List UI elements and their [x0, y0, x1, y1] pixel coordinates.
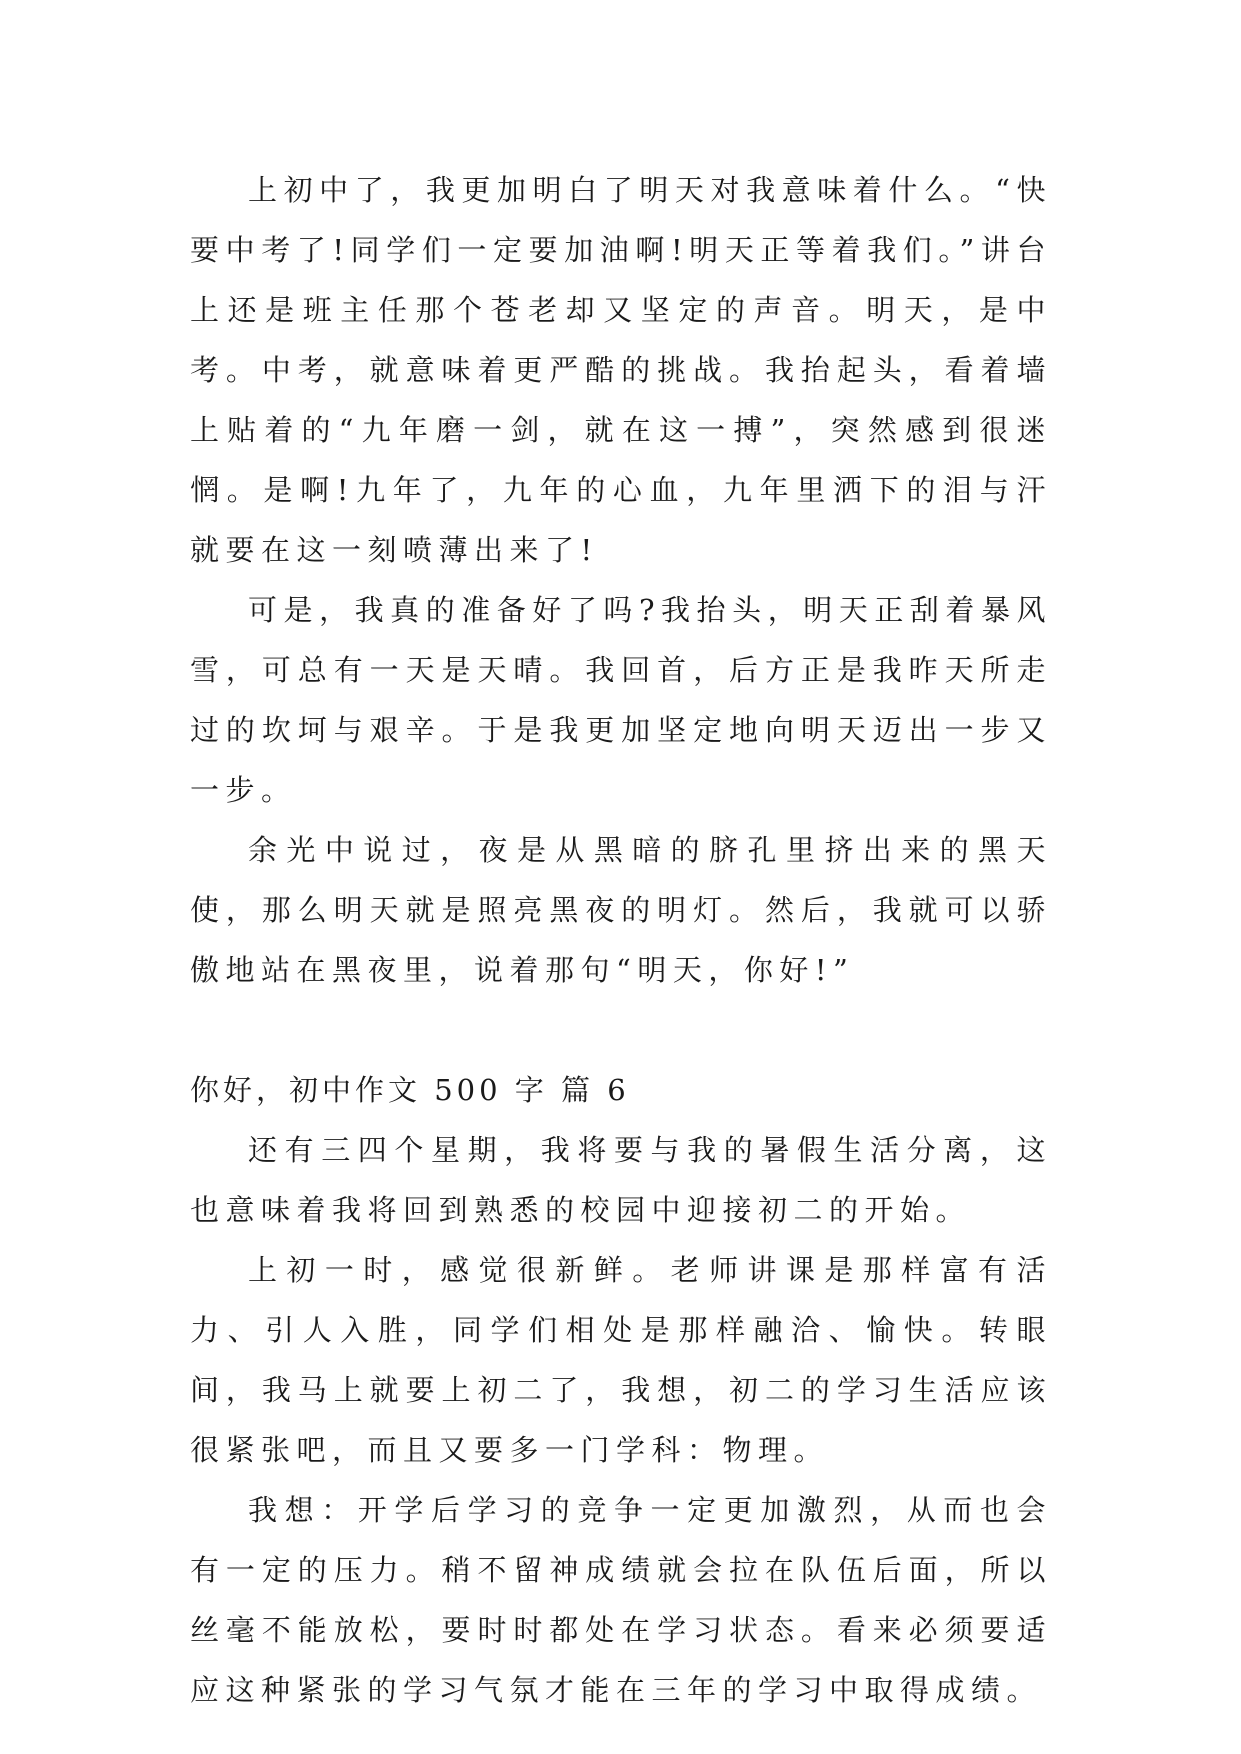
section-title: 你好，初中作文 500 字 篇 6 — [190, 1073, 630, 1107]
document-body — [190, 160, 1052, 1720]
paragraph: 还有三四个星期，我将要与我的暑假生活分离，这也意味着我将回到熟悉的校园中迎接初二的开始。 — [190, 1133, 1052, 1227]
section-spacer — [190, 1000, 1052, 1060]
paragraph: 上初中了，我更加明白了明天对我意味着什么。“快要中考了!同学们一定要加油啊!明天正等着我们。”讲台上还是班主任那个苍老却又坚定的声音。明天，是中考。中考，就意味着更严酷的挑战。我抬起头，看着墙上贴着的“九年磨一剑，就在这一搏”，突然感到很迷惘。是啊!九年了，九年的心血，九年里洒下的泪与汗就要在这一刻喷薄出来了! — [190, 173, 1052, 567]
paragraph: 上初一时，感觉很新鲜。老师讲课是那样富有活力、引人入胜，同学们相处是那样融洽、愉快。转眼间，我马上就要上初二了，我想，初二的学习生活应该很紧张吧，而且又要多一门学科：物理。 — [190, 1253, 1052, 1467]
paragraph: 我想：开学后学习的竞争一定更加激烈，从而也会有一定的压力。稍不留神成绩就会拉在队伍后面，所以丝毫不能放松，要时时都处在学习状态。看来必须要适应这种紧张的学习气氛才能在三年的学习中取得成绩。 — [190, 1493, 1052, 1707]
paragraph: 可是，我真的准备好了吗?我抬头，明天正刮着暴风雪，可总有一天是天晴。我回首，后方正是我昨天所走过的坎坷与艰辛。于是我更加坚定地向明天迈出一步又一步。 — [190, 593, 1052, 807]
paragraph: 余光中说过，夜是从黑暗的脐孔里挤出来的黑天使，那么明天就是照亮黑夜的明灯。然后，我就可以骄傲地站在黑夜里，说着那句“明天，你好!” — [190, 833, 1052, 987]
